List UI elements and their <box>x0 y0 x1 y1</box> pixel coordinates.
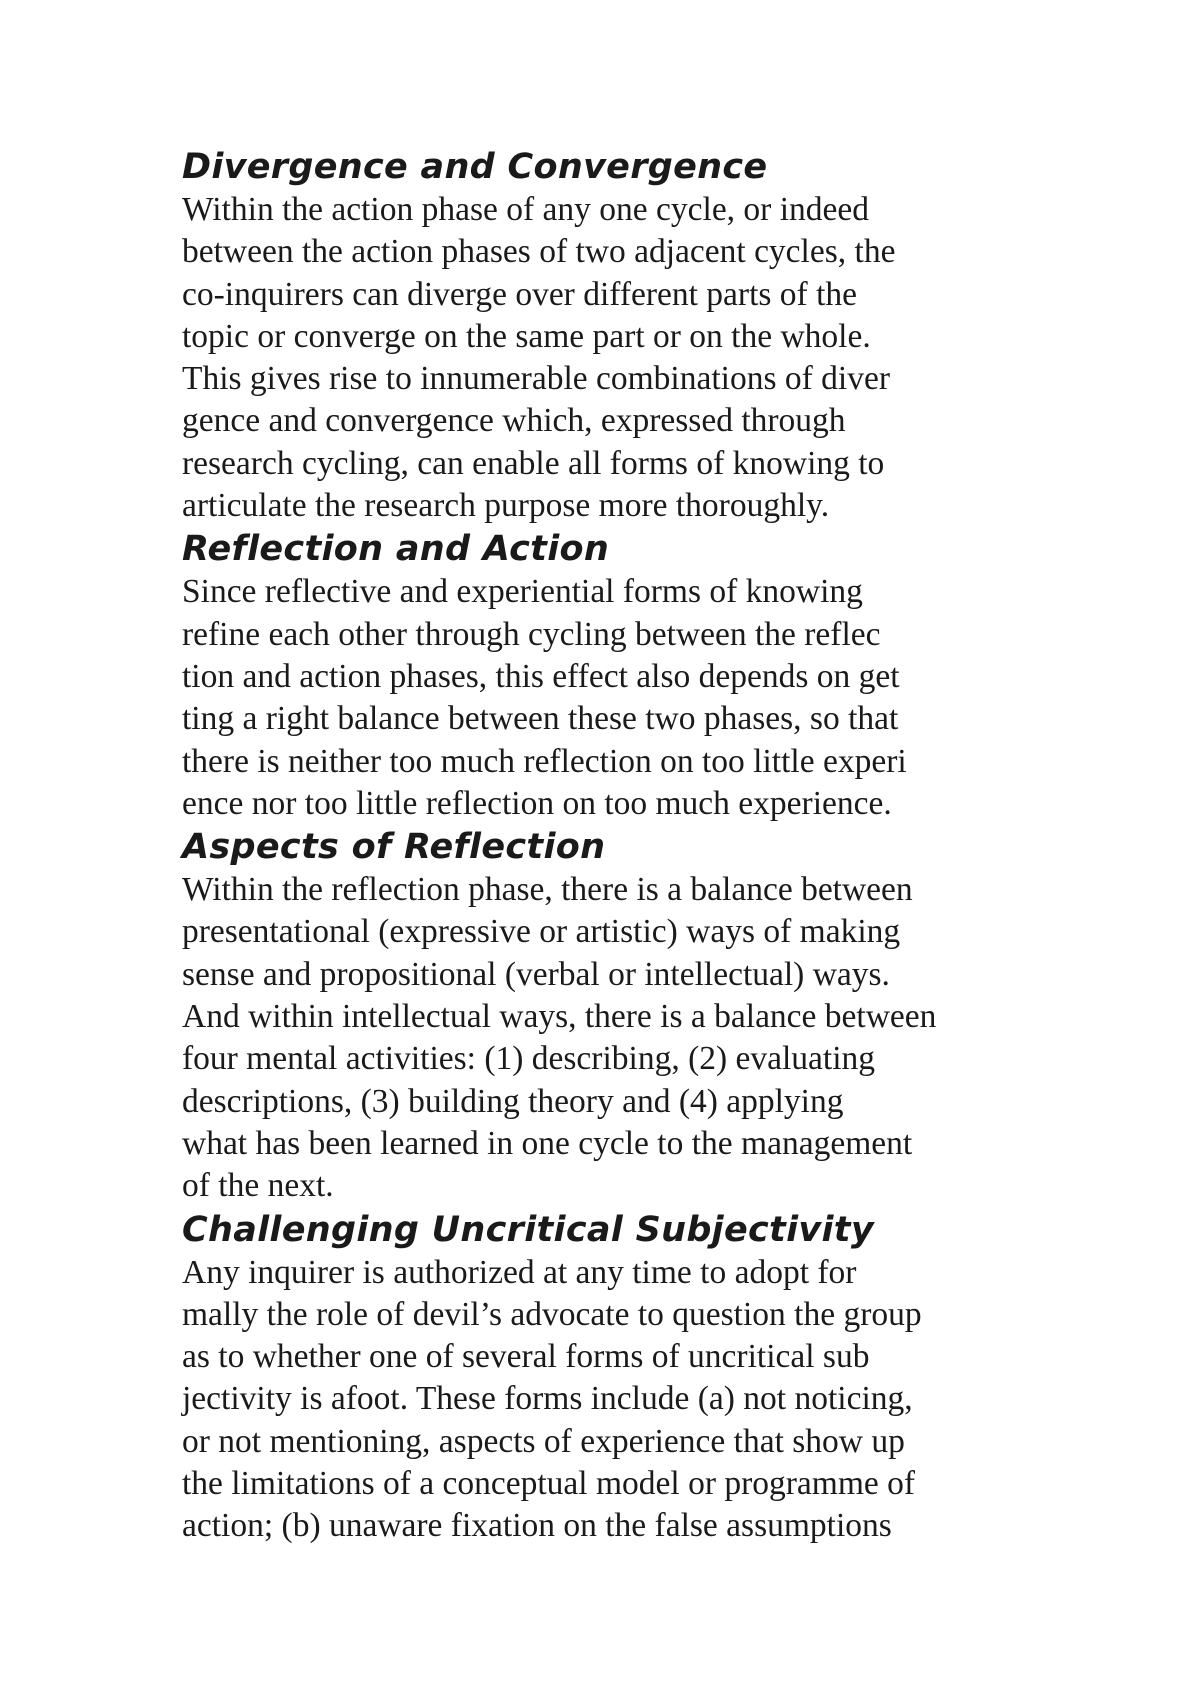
section-heading: Challenging Uncritical Subjectivity <box>182 1209 874 1250</box>
body-line: And within intellectual ways, there is a balance between <box>182 998 937 1036</box>
body-line: descriptions, (3) building theory and (4) applying <box>182 1082 844 1120</box>
document-page <box>182 145 1062 1548</box>
body-line: articulate the research purpose more thoroughly. <box>182 487 830 525</box>
body-line: Any inquirer is authorized at any time to adopt for <box>182 1253 857 1291</box>
body-line: Within the action phase of any one cycle, or indeed <box>182 191 870 228</box>
section-heading: Reflection and Action <box>182 529 610 570</box>
body-line: four mental activities: (1) describing, (2) evaluating <box>182 1040 876 1078</box>
body-line: mally the role of devil’s advocate to question the group <box>182 1295 922 1333</box>
body-line: sense and propositional (verbal or intellectual) ways. <box>182 955 890 993</box>
body-line: This gives rise to innumerable combinations of diver <box>182 360 890 398</box>
section-heading: Divergence and Convergence <box>182 147 768 187</box>
body-line: presentational (expressive or artistic) ways of making <box>182 913 901 951</box>
body-line: Since reflective and experiential forms of knowing <box>182 573 863 611</box>
body-line: co-inquirers can diverge over different parts of the <box>182 275 858 313</box>
body-line: tion and action phases, this effect also depends on get <box>182 657 900 695</box>
body-line: jectivity is afoot. These forms include (a) not noticing, <box>182 1380 913 1418</box>
section-challenging-uncritical-subjectivity <box>182 1208 1062 1548</box>
body-line: gence and convergence which, expressed through <box>182 402 846 440</box>
section-divergence-convergence <box>182 145 1062 527</box>
section-reflection-action <box>182 527 1062 825</box>
section-aspects-reflection <box>182 825 1062 1207</box>
body-line: as to whether one of several forms of uncritical sub <box>182 1338 870 1376</box>
body-line: what has been learned in one cycle to the management <box>182 1124 913 1162</box>
body-line: topic or converge on the same part or on the whole. <box>182 317 871 355</box>
body-line: the limitations of a conceptual model or programme of <box>182 1465 916 1503</box>
body-line: Within the reflection phase, there is a balance between <box>182 871 913 909</box>
body-line: refine each other through cycling between the reflec <box>182 615 881 653</box>
body-line: there is neither too much reflection on too little experi <box>182 742 907 780</box>
body-line: between the action phases of two adjacent cycles, the <box>182 233 896 271</box>
body-line: research cycling, can enable all forms of knowing to <box>182 444 885 482</box>
body-line: of the next. <box>182 1167 334 1205</box>
section-heading: Aspects of Reflection <box>182 827 606 868</box>
body-line: ting a right balance between these two phases, so that <box>182 700 899 738</box>
body-line: or not mentioning, aspects of experience that show up <box>182 1422 905 1460</box>
body-line: action; (b) unaware fixation on the false assumptions <box>182 1507 892 1545</box>
body-line: ence nor too little reflection on too much experience. <box>182 784 892 822</box>
